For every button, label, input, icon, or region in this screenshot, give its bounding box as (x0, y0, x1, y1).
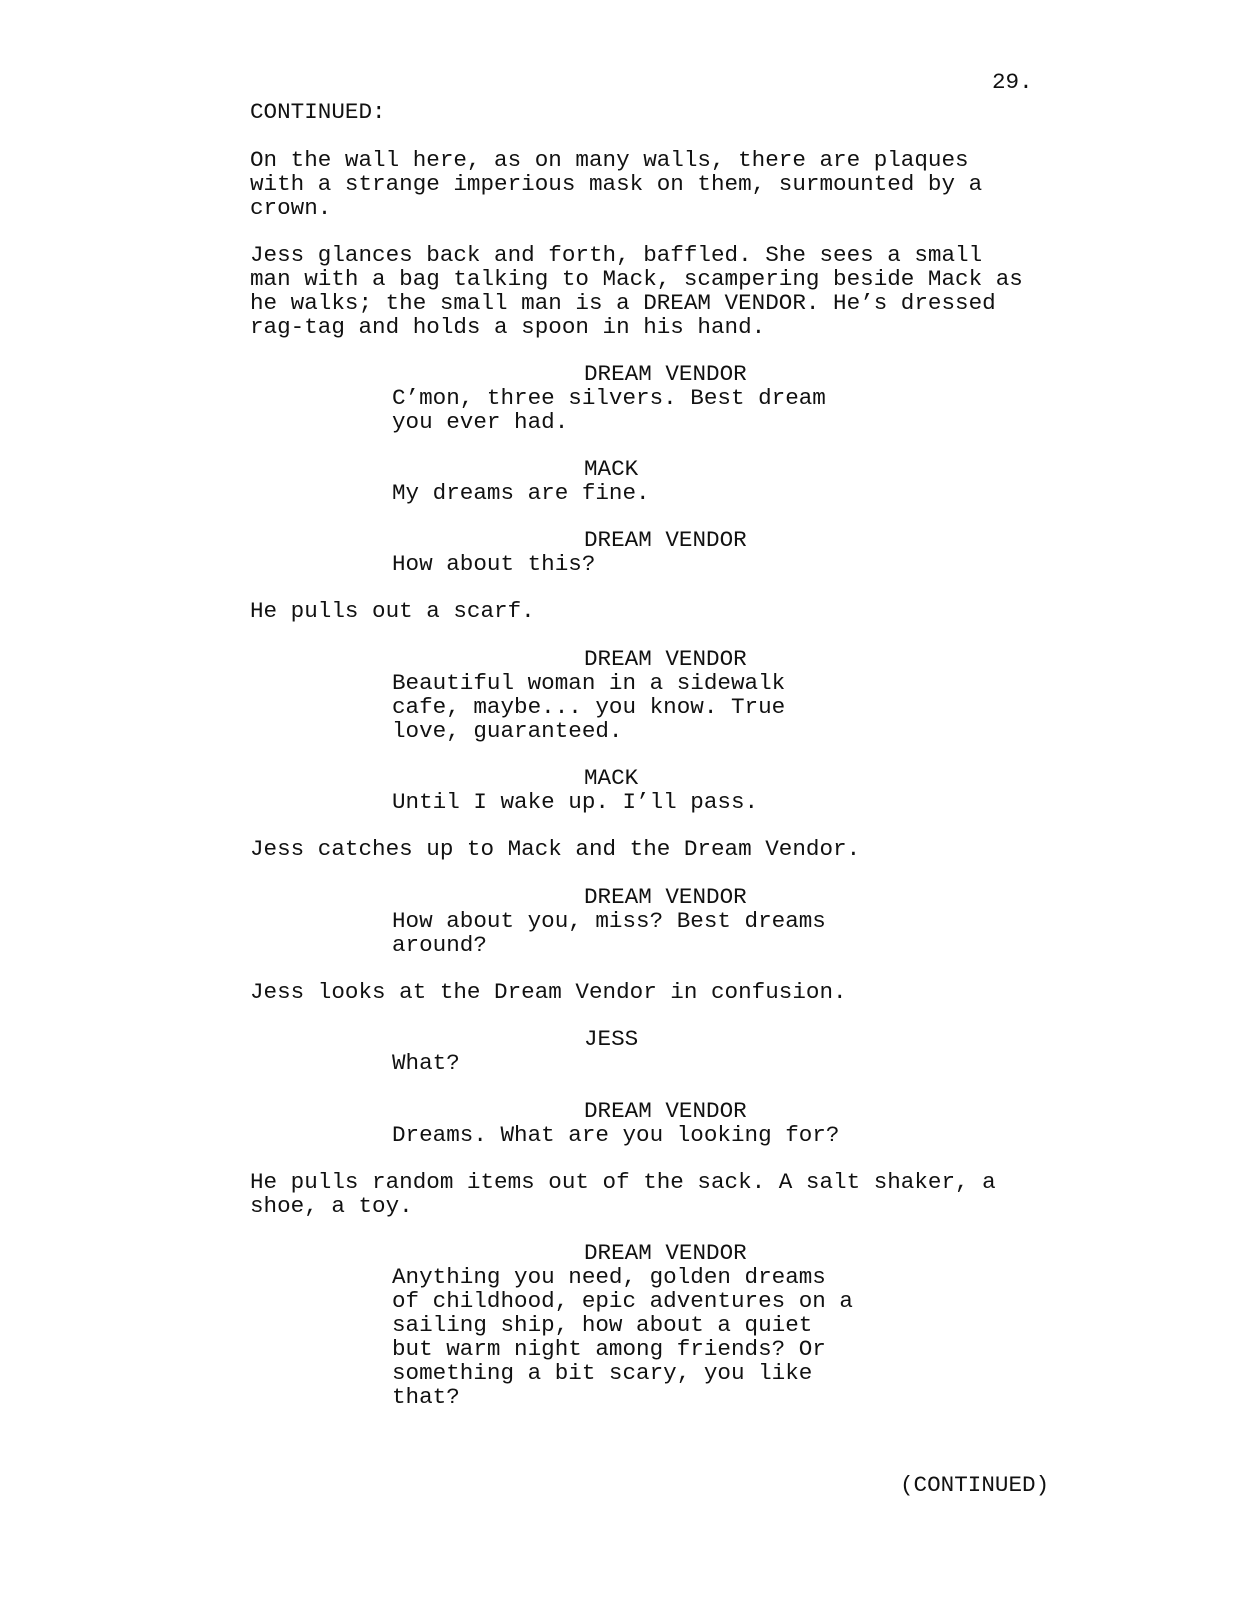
dialogue-line: of childhood, epic adventures on a (392, 1288, 853, 1314)
character-cue: DREAM VENDOR (584, 361, 747, 387)
dialogue-line: Dreams. What are you looking for? (392, 1122, 840, 1148)
action-line: Jess looks at the Dream Vendor in confusion. (250, 979, 847, 1005)
character-cue: DREAM VENDOR (584, 646, 747, 672)
dialogue-line: Anything you need, golden dreams (392, 1264, 826, 1290)
dialogue-line: cafe, maybe... you know. True (392, 694, 786, 720)
action-line: Jess glances back and forth, baffled. She sees a small (250, 242, 983, 268)
character-cue: DREAM VENDOR (584, 1240, 747, 1266)
character-cue: DREAM VENDOR (584, 884, 747, 910)
page-number: 29. (992, 69, 1033, 95)
dialogue-line: you ever had. (392, 409, 569, 435)
action-line: he walks; the small man is a DREAM VENDOR. He’s dressed (250, 290, 996, 316)
dialogue-line: that? (392, 1384, 460, 1410)
dialogue-line: What? (392, 1050, 460, 1076)
action-line: with a strange imperious mask on them, surmounted by a (250, 171, 983, 197)
action-line: On the wall here, as on many walls, there are plaques (250, 147, 969, 173)
action-line: crown. (250, 195, 332, 221)
character-cue: MACK (584, 456, 639, 482)
dialogue-line: but warm night among friends? Or (392, 1336, 826, 1362)
continued-footer: (CONTINUED) (900, 1472, 1050, 1498)
dialogue-line: love, guaranteed. (392, 718, 623, 744)
dialogue-line: something a bit scary, you like (392, 1360, 813, 1386)
dialogue-line: around? (392, 932, 487, 958)
action-line: Jess catches up to Mack and the Dream Vendor. (250, 836, 861, 862)
dialogue-line: My dreams are fine. (392, 480, 650, 506)
character-cue: DREAM VENDOR (584, 527, 747, 553)
continued-header: CONTINUED: (250, 99, 386, 125)
action-line: He pulls out a scarf. (250, 598, 535, 624)
dialogue-line: How about this? (392, 551, 596, 577)
character-cue: MACK (584, 765, 639, 791)
action-line: He pulls random items out of the sack. A salt shaker, a (250, 1169, 996, 1195)
character-cue: JESS (584, 1026, 639, 1052)
dialogue-line: How about you, miss? Best dreams (392, 908, 826, 934)
dialogue-line: C’mon, three silvers. Best dream (392, 385, 826, 411)
action-line: man with a bag talking to Mack, scampering beside Mack as (250, 266, 1023, 292)
dialogue-line: Beautiful woman in a sidewalk (392, 670, 786, 696)
character-cue: DREAM VENDOR (584, 1098, 747, 1124)
dialogue-line: sailing ship, how about a quiet (392, 1312, 813, 1338)
action-line: shoe, a toy. (250, 1193, 413, 1219)
dialogue-line: Until I wake up. I’ll pass. (392, 789, 759, 815)
action-line: rag-tag and holds a spoon in his hand. (250, 314, 766, 340)
